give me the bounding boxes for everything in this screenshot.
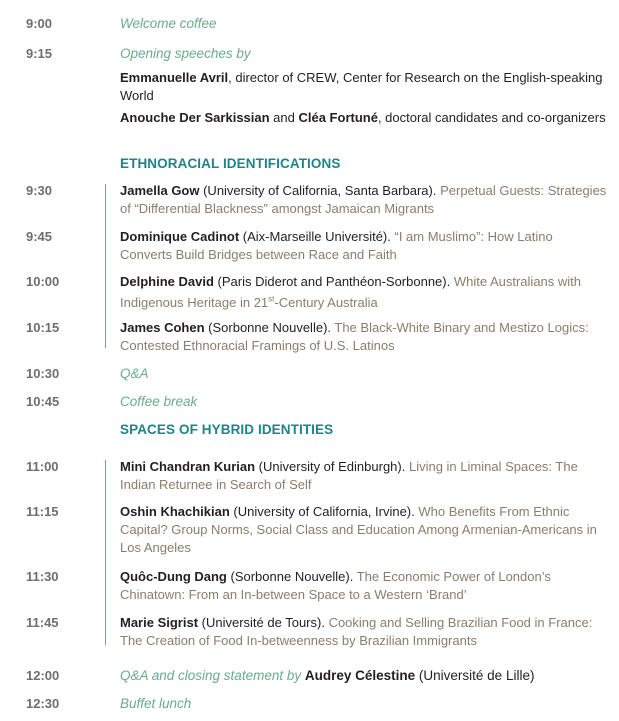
talk-title: Perpetual Guests: Strategies of “Differential Blackness” amongst Jamaican Migrants bbox=[120, 183, 607, 216]
speaker-name: Jamella Gow bbox=[120, 183, 200, 198]
session-divider-line bbox=[105, 184, 106, 348]
section-title: SPACES OF HYBRID IDENTITIES bbox=[120, 422, 334, 437]
buffet-lunch: Buffet lunch bbox=[120, 696, 192, 711]
speaker-name: Audrey Célestine bbox=[304, 668, 416, 683]
time-label: 11:30 bbox=[26, 569, 59, 584]
talk-entry bbox=[120, 614, 608, 650]
speaker-name: Quôc-Dung Dang bbox=[120, 569, 227, 584]
coffee-break: Coffee break bbox=[120, 394, 198, 409]
talk-title-part: -Century Australia bbox=[274, 295, 378, 311]
qa-session: Q&A bbox=[120, 366, 149, 381]
speaker-name: Cléa Fortuné bbox=[298, 110, 378, 125]
speaker-affiliation: (Université de Lille) bbox=[415, 668, 535, 683]
talk-title: The Black-White Binary and Mestizo Logics: Contested Ethnoracial Framings of U.S. Latinos bbox=[120, 320, 589, 353]
closing-label: Q&A and closing statement by bbox=[120, 668, 305, 683]
talk-title: Cooking and Selling Brazilian Food in France: The Creation of Food In-betweenness by Brazilian Immigrants bbox=[120, 615, 593, 648]
time-label: 11:00 bbox=[26, 459, 59, 474]
time-label: 12:30 bbox=[26, 696, 60, 711]
time-label: 10:15 bbox=[26, 320, 60, 335]
closing-statement bbox=[120, 667, 534, 685]
talk-title: “I am Muslimo”: How Latino Converts Build Bridges between Race and Faith bbox=[120, 229, 553, 262]
talk-entry bbox=[120, 458, 608, 494]
speaker-affiliation: (Sorbonne Nouvelle). bbox=[226, 569, 357, 584]
speaker-name: Delphine David bbox=[120, 274, 214, 289]
conjunction: and bbox=[269, 110, 299, 125]
talk-title-part: White Australians with Indigenous Heritage in 21 bbox=[120, 274, 582, 311]
opening-speaker-2 bbox=[120, 109, 608, 127]
talk-entry bbox=[120, 568, 608, 604]
talk-title: Who Benefits From Ethnic Capital? Group Norms, Social Class and Education Among Armenian-Americans in Los Angeles bbox=[120, 504, 597, 555]
time-label: 9:45 bbox=[26, 229, 53, 244]
time-label: 10:45 bbox=[26, 394, 60, 409]
speaker-name: Oshin Khachikian bbox=[120, 504, 230, 519]
speaker-name: James Cohen bbox=[120, 320, 205, 335]
talk-entry bbox=[120, 503, 608, 557]
talk-entry bbox=[120, 182, 608, 218]
speaker-name: Dominique Cadinot bbox=[120, 229, 240, 244]
time-label: 9:15 bbox=[26, 46, 53, 61]
section-title: ETHNORACIAL IDENTIFICATIONS bbox=[120, 156, 341, 171]
opening-speeches: Opening speeches by bbox=[120, 46, 251, 61]
speaker-affiliation: (Paris Diderot and Panthéon-Sorbonne). bbox=[213, 274, 454, 289]
ordinal-suffix: st bbox=[268, 295, 275, 304]
speaker-role: , director of CREW, Center for Research on the English-speaking World bbox=[120, 70, 603, 103]
speaker-affiliation: (University of California, Santa Barbara). bbox=[199, 183, 441, 198]
speaker-name: Emmanuelle Avril bbox=[120, 70, 229, 85]
speaker-role: , doctoral candidates and co-organizers bbox=[377, 110, 606, 125]
speaker-name: Marie Sigrist bbox=[120, 615, 199, 630]
time-label: 12:00 bbox=[26, 668, 60, 683]
time-label: 10:00 bbox=[26, 274, 60, 289]
time-label: 11:15 bbox=[26, 504, 59, 519]
time-label: 9:30 bbox=[26, 183, 53, 198]
speaker-affiliation: (Sorbonne Nouvelle). bbox=[204, 320, 335, 335]
talk-title: The Economic Power of London’s Chinatown: From an In-between Space to a Western ‘Brand’ bbox=[120, 569, 551, 602]
speaker-affiliation: (Aix-Marseille Université). bbox=[239, 229, 395, 244]
speaker-affiliation: (University of Edinburgh). bbox=[255, 459, 409, 474]
talk-entry bbox=[120, 319, 608, 355]
talk-title: Living in Liminal Spaces: The Indian Returnee in Search of Self bbox=[120, 459, 578, 492]
talk-entry bbox=[120, 273, 608, 312]
session-divider-line bbox=[105, 460, 106, 645]
opening-speaker-1 bbox=[120, 69, 608, 105]
time-label: 11:45 bbox=[26, 615, 59, 630]
speaker-name: Mini Chandran Kurian bbox=[120, 459, 256, 474]
speaker-affiliation: (Université de Tours). bbox=[198, 615, 329, 630]
time-label: 9:00 bbox=[26, 16, 53, 31]
talk-entry bbox=[120, 228, 608, 264]
speaker-affiliation: (University of California, Irvine). bbox=[229, 504, 419, 519]
time-label: 10:30 bbox=[26, 366, 60, 381]
welcome-coffee: Welcome coffee bbox=[120, 16, 217, 31]
speaker-name: Anouche Der Sarkissian bbox=[120, 110, 270, 125]
